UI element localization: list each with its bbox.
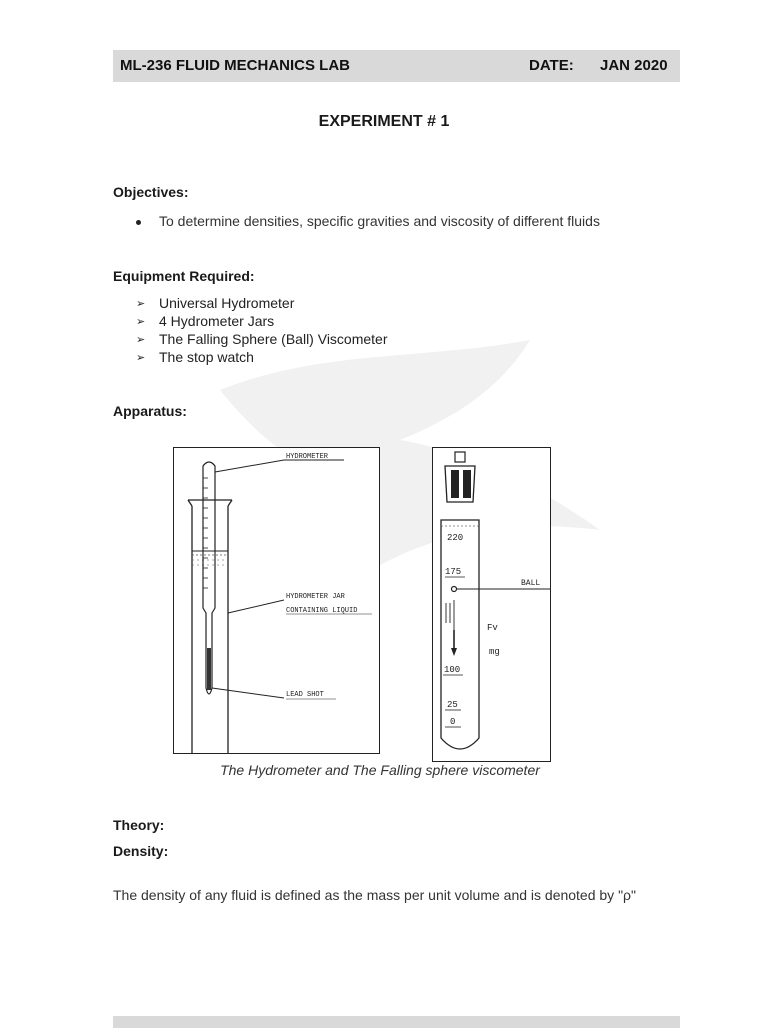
mark-220: 220 (447, 533, 464, 543)
date-value: JAN 2020 (600, 57, 668, 74)
mark-25: 25 (447, 700, 458, 710)
arrow-bullet-icon: ➢ (136, 334, 146, 346)
objectives-heading: Objectives: (113, 184, 189, 200)
apparatus-heading: Apparatus: (113, 403, 187, 419)
jar-label-line1: HYDROMETER JAR (286, 593, 345, 601)
hydrometer-diagram (174, 448, 379, 753)
hydrometer-label: HYDROMETER (286, 453, 329, 461)
lead-shot-label: LEAD SHOT (286, 691, 324, 699)
ball-label: BALL (521, 579, 541, 588)
jar-label-line2: CONTAINING LIQUID (286, 607, 358, 615)
equipment-heading: Equipment Required: (113, 268, 255, 284)
hydrometer-figure (173, 447, 380, 754)
figure-caption: The Hydrometer and The Falling sphere viscometer (220, 762, 540, 778)
density-subheading: Density: (113, 843, 169, 859)
mg-label: mg (489, 647, 500, 657)
arrow-bullet-icon: ➢ (136, 298, 146, 310)
equipment-item: Universal Hydrometer (159, 295, 295, 311)
arrow-bullet-icon: ➢ (136, 352, 146, 364)
bullet-icon (136, 220, 141, 225)
fv-label: Fv (487, 623, 498, 633)
footer-bar (113, 1016, 680, 1028)
viscometer-figure (432, 447, 551, 762)
equipment-item: 4 Hydrometer Jars (159, 313, 275, 329)
experiment-title: EXPERIMENT # 1 (318, 113, 450, 130)
date-label: DATE: (529, 57, 574, 74)
viscometer-diagram (433, 448, 550, 761)
mark-175: 175 (445, 567, 462, 577)
mark-0: 0 (450, 717, 456, 727)
course-title: ML-236 FLUID MECHANICS LAB (120, 57, 351, 74)
mark-100: 100 (444, 665, 461, 675)
density-paragraph: The density of any fluid is defined as the mass per unit volume and is denoted by "ρ" (113, 887, 636, 903)
equipment-item: The Falling Sphere (Ball) Viscometer (159, 331, 388, 347)
arrow-bullet-icon: ➢ (136, 316, 146, 328)
equipment-item: The stop watch (159, 349, 254, 365)
header-bar (113, 50, 680, 82)
theory-heading: Theory: (113, 817, 165, 833)
objective-item: To determine densities, specific gravities and viscosity of different fluids (159, 213, 600, 229)
